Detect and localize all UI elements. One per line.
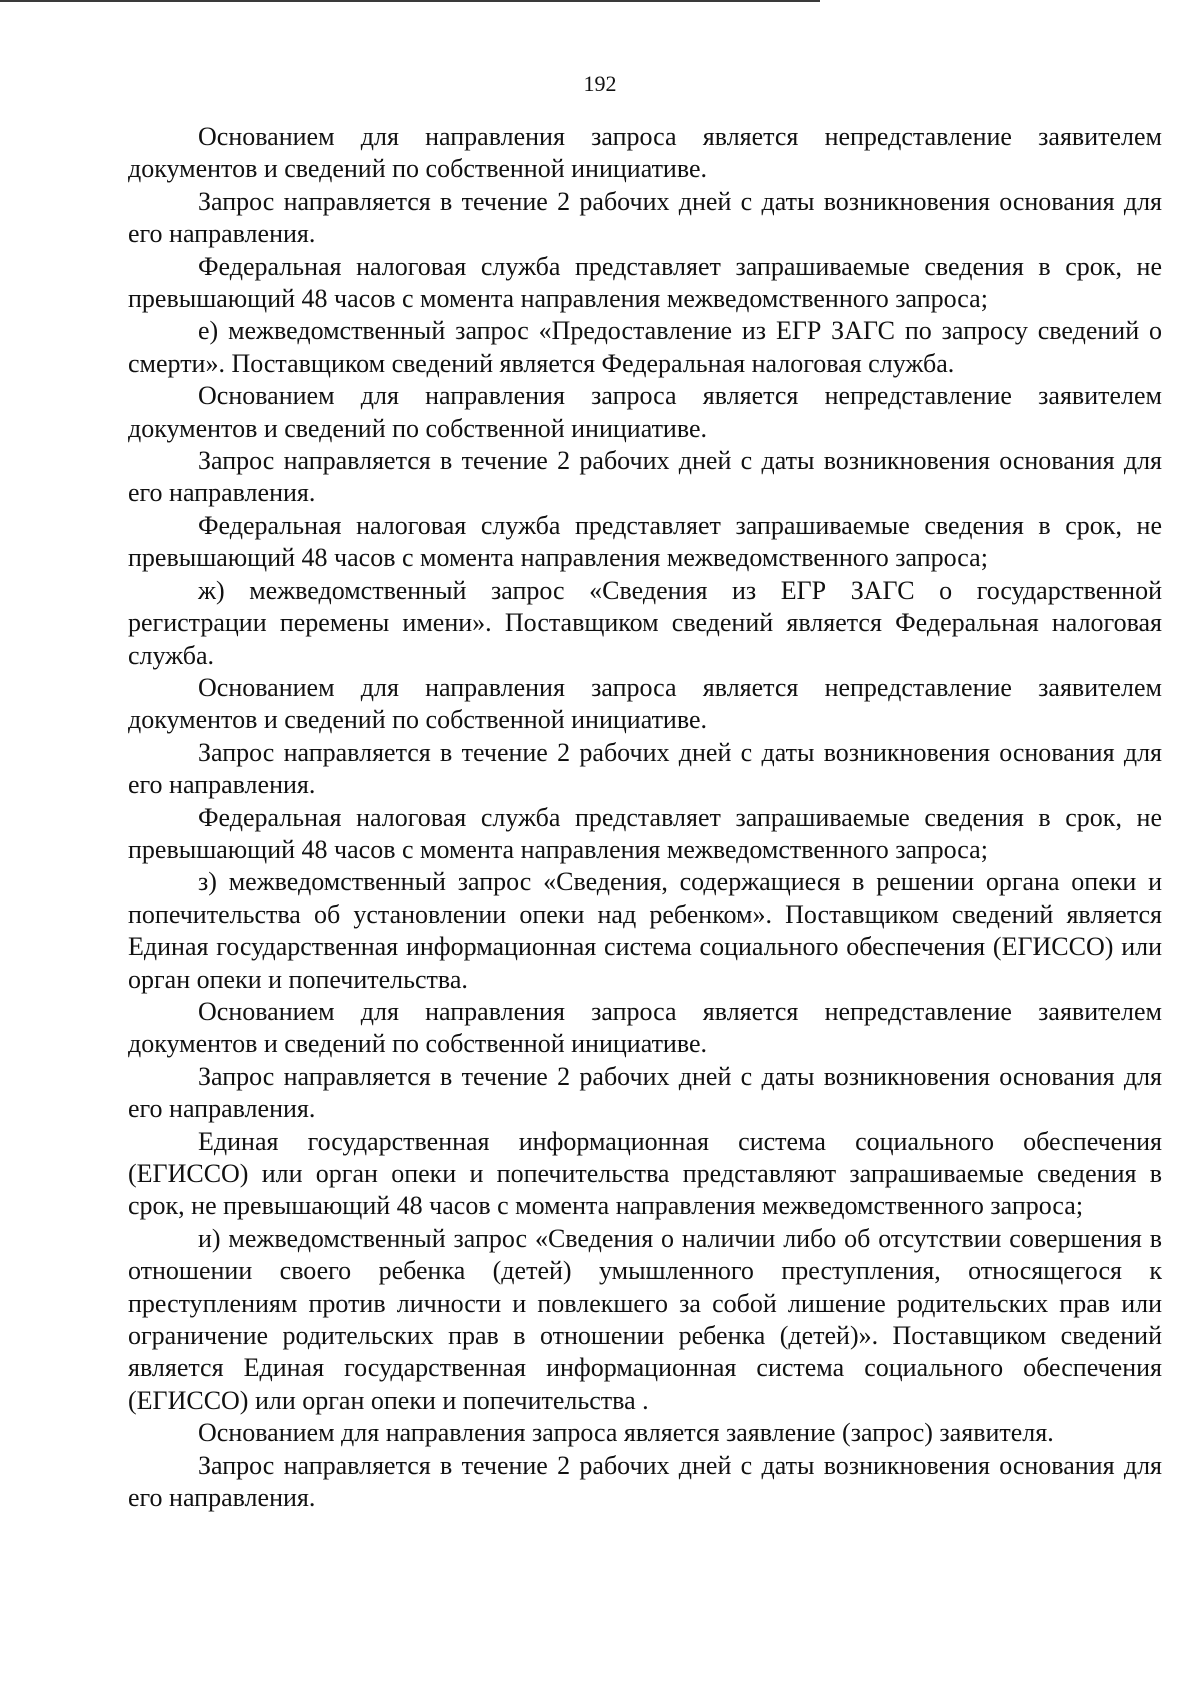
list-item-z: з) межведомственный запрос «Сведения, содержащиеся в решении органа опеки и попечительства об установлении опеки над ребенком». Поставщиком сведений является Единая государственная информационная система социального обеспечения (ЕГИССО) или орган опеки и попечительства. xyxy=(128,867,1162,994)
paragraph: Запрос направляется в течение 2 рабочих дней с даты возникновения основания для его направления. xyxy=(128,1061,1162,1124)
paragraph: Основанием для направления запроса является непредставление заявителем документов и сведений по собственной инициативе. xyxy=(128,996,1162,1059)
paragraph: Федеральная налоговая служба представляет запрашиваемые сведения в срок, не превышающий 48 часов с момента направления межведомственного запроса; xyxy=(128,251,1162,314)
paragraph: Запрос направляется в течение 2 рабочих дней с даты возникновения основания для его направления. xyxy=(128,737,1162,800)
paragraph: Запрос направляется в течение 2 рабочих дней с даты возникновения основания для его направления. xyxy=(128,186,1162,249)
paragraph: Основанием для направления запроса является непредставление заявителем документов и сведений по собственной инициативе. xyxy=(128,672,1162,735)
paragraph: Основанием для направления запроса является заявление (запрос) заявителя. xyxy=(198,1418,1054,1448)
paragraph: Федеральная налоговая служба представляет запрашиваемые сведения в срок, не превышающий 48 часов с момента направления межведомственного запроса; xyxy=(128,802,1162,864)
paragraph: Федеральная налоговая служба представляет запрашиваемые сведения в срок, не превышающий 48 часов с момента направления межведомственного запроса; xyxy=(128,510,1162,573)
page-number: 192 xyxy=(583,71,617,96)
list-item-zh: ж) межведомственный запрос «Сведения из ЕГР ЗАГС о государственной регистрации перемены имени». Поставщиком сведений является Федеральная налоговая служба. xyxy=(128,575,1162,670)
document-body xyxy=(128,121,1162,1514)
paragraph: Запрос направляется в течение 2 рабочих дней с даты возникновения основания для его направления. xyxy=(128,1450,1162,1513)
paragraph: Единая государственная информационная система социального обеспечения (ЕГИССО) или орган опеки и попечительства представляют запрашиваемые сведения в срок, не превышающий 48 часов с момента направления межведомственного запроса; xyxy=(128,1126,1162,1221)
list-item-e: е) межведомственный запрос «Предоставление из ЕГР ЗАГС по запросу сведений о смерти». Поставщиком сведений является Федеральная налоговая служба. xyxy=(128,316,1162,378)
paragraph: Основанием для направления запроса является непредставление заявителем документов и сведений по собственной инициативе. xyxy=(128,381,1162,443)
scan-top-border xyxy=(0,0,820,2)
paragraph: Запрос направляется в течение 2 рабочих дней с даты возникновения основания для его направления. xyxy=(128,446,1162,508)
paragraph: Основанием для направления запроса является непредставление заявителем документов и сведений по собственной инициативе. xyxy=(128,122,1162,184)
list-item-i: и) межведомственный запрос «Сведения о наличии либо об отсутствии совершения в отношении своего ребенка (детей) умышленного преступления, относящегося к преступлениям против личности и повлекшего за собой лишение родительских прав или ограничение родительских прав в отношении ребенка (детей)». Поставщиком сведений является Единая государственная информационная система социального обеспечения (ЕГИССО) или орган опеки и попечительства . xyxy=(128,1223,1162,1415)
